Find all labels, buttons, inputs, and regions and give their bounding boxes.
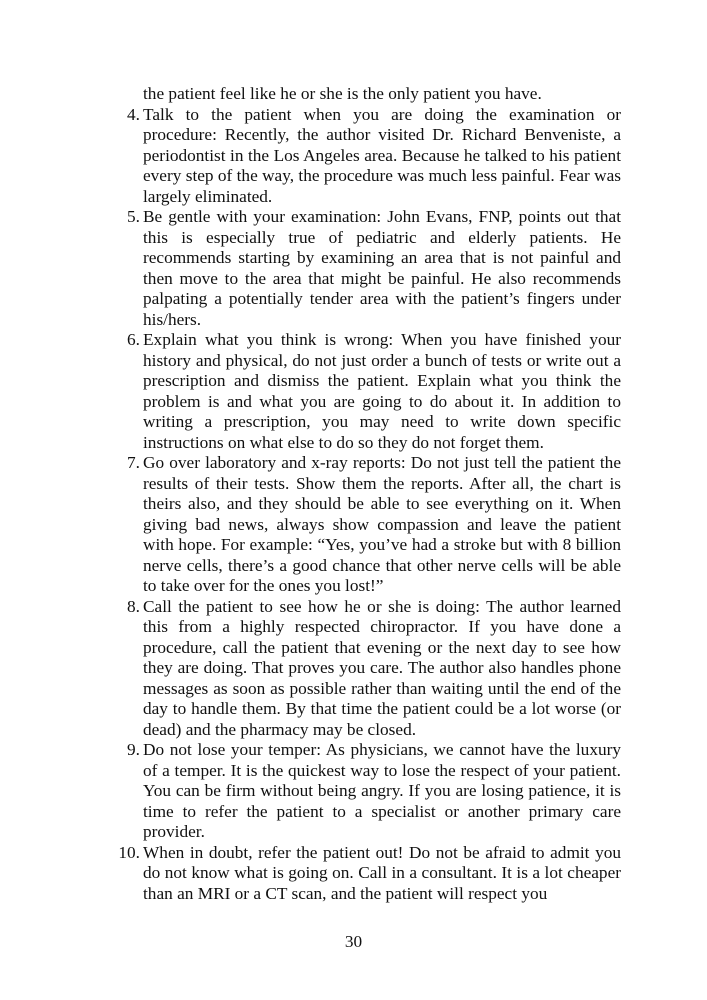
list-item-number: 4.	[127, 104, 140, 124]
list-item-10	[106, 843, 621, 905]
list-item-number: 7.	[127, 453, 140, 472]
list-item-text: Be gentle with your examination: John Evans, FNP, points out that this is especially true of pediatric and elderly patients. He recommends starting by examining an area that is not painful and then move to the area that might be painful. He also recommends palpating a potentially tender area with the patient’s fingers under his/hers.	[143, 207, 621, 329]
list-item-6	[106, 330, 621, 453]
list-item-9	[106, 740, 621, 843]
list-item-text: Talk to the patient when you are doing the examination or procedure: Recently, the author visited Dr. Richard Benveniste, a periodontist in the Los Angeles area. Because he talked to his patient every step of the way, the procedure was much less painful. Fear was largely eliminated.	[143, 104, 621, 206]
list-item-number: 6.	[127, 330, 140, 349]
list-item-7	[106, 453, 621, 597]
list-item-number: 10.	[118, 842, 140, 862]
list-item-text: When in doubt, refer the patient out! Do not be afraid to admit you do not know what is going on. Call in a consultant. It is a lot cheaper than an MRI or a CT scan, and the patient will respect you	[143, 842, 621, 903]
list-item-number: 9.	[127, 740, 140, 759]
list-item-5	[106, 207, 621, 330]
list-item-8	[106, 597, 621, 741]
page-number: 30	[344, 932, 363, 951]
body-text	[106, 84, 621, 904]
list-item-number: 8.	[127, 596, 140, 616]
list-item-text: Go over laboratory and x-ray reports: Do not just tell the patient the results of their tests. Show them the reports. After all, the chart is theirs also, and they should be able to see everything on it. When giving bad news, always show compassion and leave the patient with hope. For example: “Yes, you’ve had a stroke but with 8 billion nerve cells, there’s a good chance that other nerve cells will be able to take over for the ones you lost!”	[143, 453, 621, 595]
list-item-4	[106, 105, 621, 208]
numbered-list	[106, 105, 621, 905]
continuation-paragraph: the patient feel like he or she is the only patient you have.	[143, 84, 542, 103]
list-item-number: 5.	[127, 207, 140, 226]
list-item-text: Explain what you think is wrong: When you have finished your history and physical, do not just order a bunch of tests or write out a prescription and dismiss the patient. Explain what you think the problem is and what you are going to do about it. In addition to writing a prescription, you may need to write down specific instructions on what else to do so they do not forget them.	[143, 330, 621, 452]
list-item-text: Call the patient to see how he or she is doing: The author learned this from a highly respected chiropractor. If you have done a procedure, call the patient that evening or the next day to see how they are doing. That proves you care. The author also handles phone messages as soon as possible rather than waiting until the end of the day to handle them. By that time the patient could be a lot worse (or dead) and the pharmacy may be closed.	[143, 596, 621, 739]
list-item-text: Do not lose your temper: As physicians, we cannot have the luxury of a temper. It is the quickest way to lose the respect of your patient. You can be firm without being angry. If you are losing patience, it is time to refer the patient to a specialist or another primary care provider.	[143, 740, 621, 841]
